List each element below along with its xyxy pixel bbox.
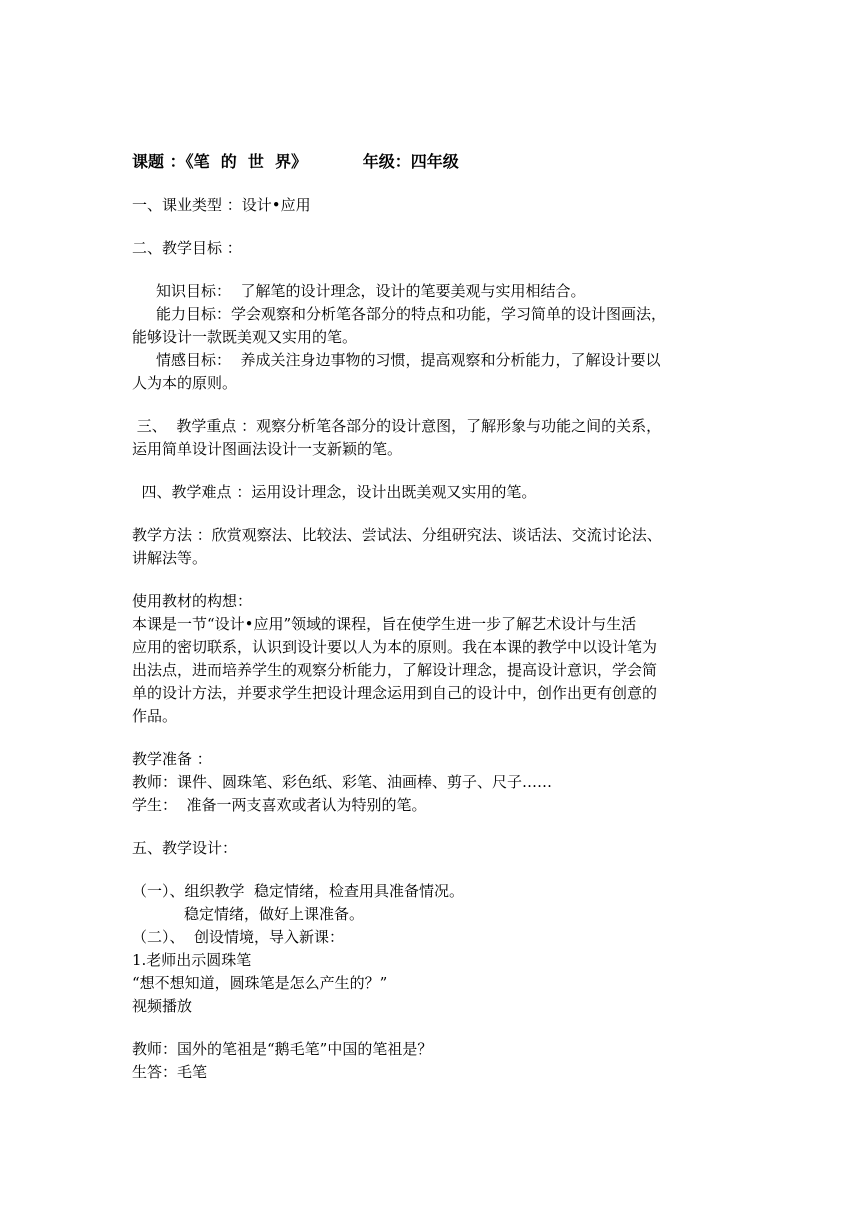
design-step1-detail: 稳定情绪，做好上课准备。	[184, 905, 365, 923]
key-points-line1: 三、 教学重点 ：观察分析笔各部分的设计意图，了解形象与功能之间的关系，	[132, 417, 662, 435]
design-question: “想不想知道，圆珠笔是怎么产生的？”	[132, 974, 388, 992]
goal-knowledge: 知识目标： 了解笔的设计理念，设计的笔要美观与实用相结合。	[156, 282, 586, 300]
prep-student: 学生： 准备一两支喜欢或者认为特别的笔。	[132, 796, 427, 814]
student-answer: 生答：毛笔	[132, 1063, 208, 1081]
prep-heading: 教学准备 ：	[132, 750, 212, 768]
design-heading: 五、教学设计：	[132, 839, 238, 857]
design-step1: （一）、组织教学 稳定情绪，检查用具准备情况。	[132, 882, 465, 900]
teacher-line: 教师：国外的笔祖是“鹅毛笔”中国的笔祖是？	[132, 1040, 433, 1058]
prep-teacher: 教师：课件、圆珠笔、彩色纸、彩笔、油画棒、剪子、尺子……	[132, 773, 553, 791]
concept-line2: 应用的密切联系，认识到设计要以人为本的原则。我在本课的教学中以设计笔为	[132, 638, 658, 656]
design-item1: 1.老师出示圆珠笔	[132, 951, 252, 969]
concept-line3: 出法点，进而培养学生的观察分析能力，了解设计理念，提高设计意识，学会简	[132, 661, 658, 679]
goal-emotion-line1: 情感目标： 养成关注身边事物的习惯，提高观察和分析能力，了解设计要以	[156, 351, 661, 369]
lesson-title: 课题 ：《笔 的 世 界》 年级：四年级	[132, 152, 459, 171]
key-points-line2: 运用简单设计图画法设计一支新颖的笔。	[132, 440, 403, 458]
methods-line2: 讲解法等。	[132, 549, 208, 567]
goal-ability-line2: 能够设计一款既美观又实用的笔。	[132, 328, 358, 346]
goal-ability-line1: 能力目标：学会观察和分析笔各部分的特点和功能，学习简单的设计图画法，	[156, 305, 667, 323]
difficulty: 四、教学难点 ：运用设计理念，设计出既美观又实用的笔。	[132, 483, 537, 501]
methods-line1: 教学方法 ：欣赏观察法、比较法、尝试法、分组研究法、谈话法、交流讨论法、	[132, 526, 662, 544]
concept-line4: 单的设计方法，并要求学生把设计理念运用到自己的设计中，创作出更有创意的	[132, 684, 658, 702]
design-step2: （二）、 创设情境，导入新课：	[132, 928, 345, 946]
design-video: 视频播放	[132, 997, 193, 1015]
teaching-goals-heading: 二、教学目标 ：	[132, 239, 242, 257]
goal-emotion-line2: 人为本的原则。	[132, 374, 238, 392]
concept-line1: 本课是一节“设计•应用”领域的课程，旨在使学生进一步了解艺术设计与生活	[132, 615, 637, 633]
concept-line5: 作品。	[132, 707, 178, 725]
course-type: 一、课业类型 ：设计•应用	[132, 196, 311, 214]
concept-heading: 使用教材的构想：	[132, 592, 253, 610]
document-page	[132, 150, 732, 1084]
